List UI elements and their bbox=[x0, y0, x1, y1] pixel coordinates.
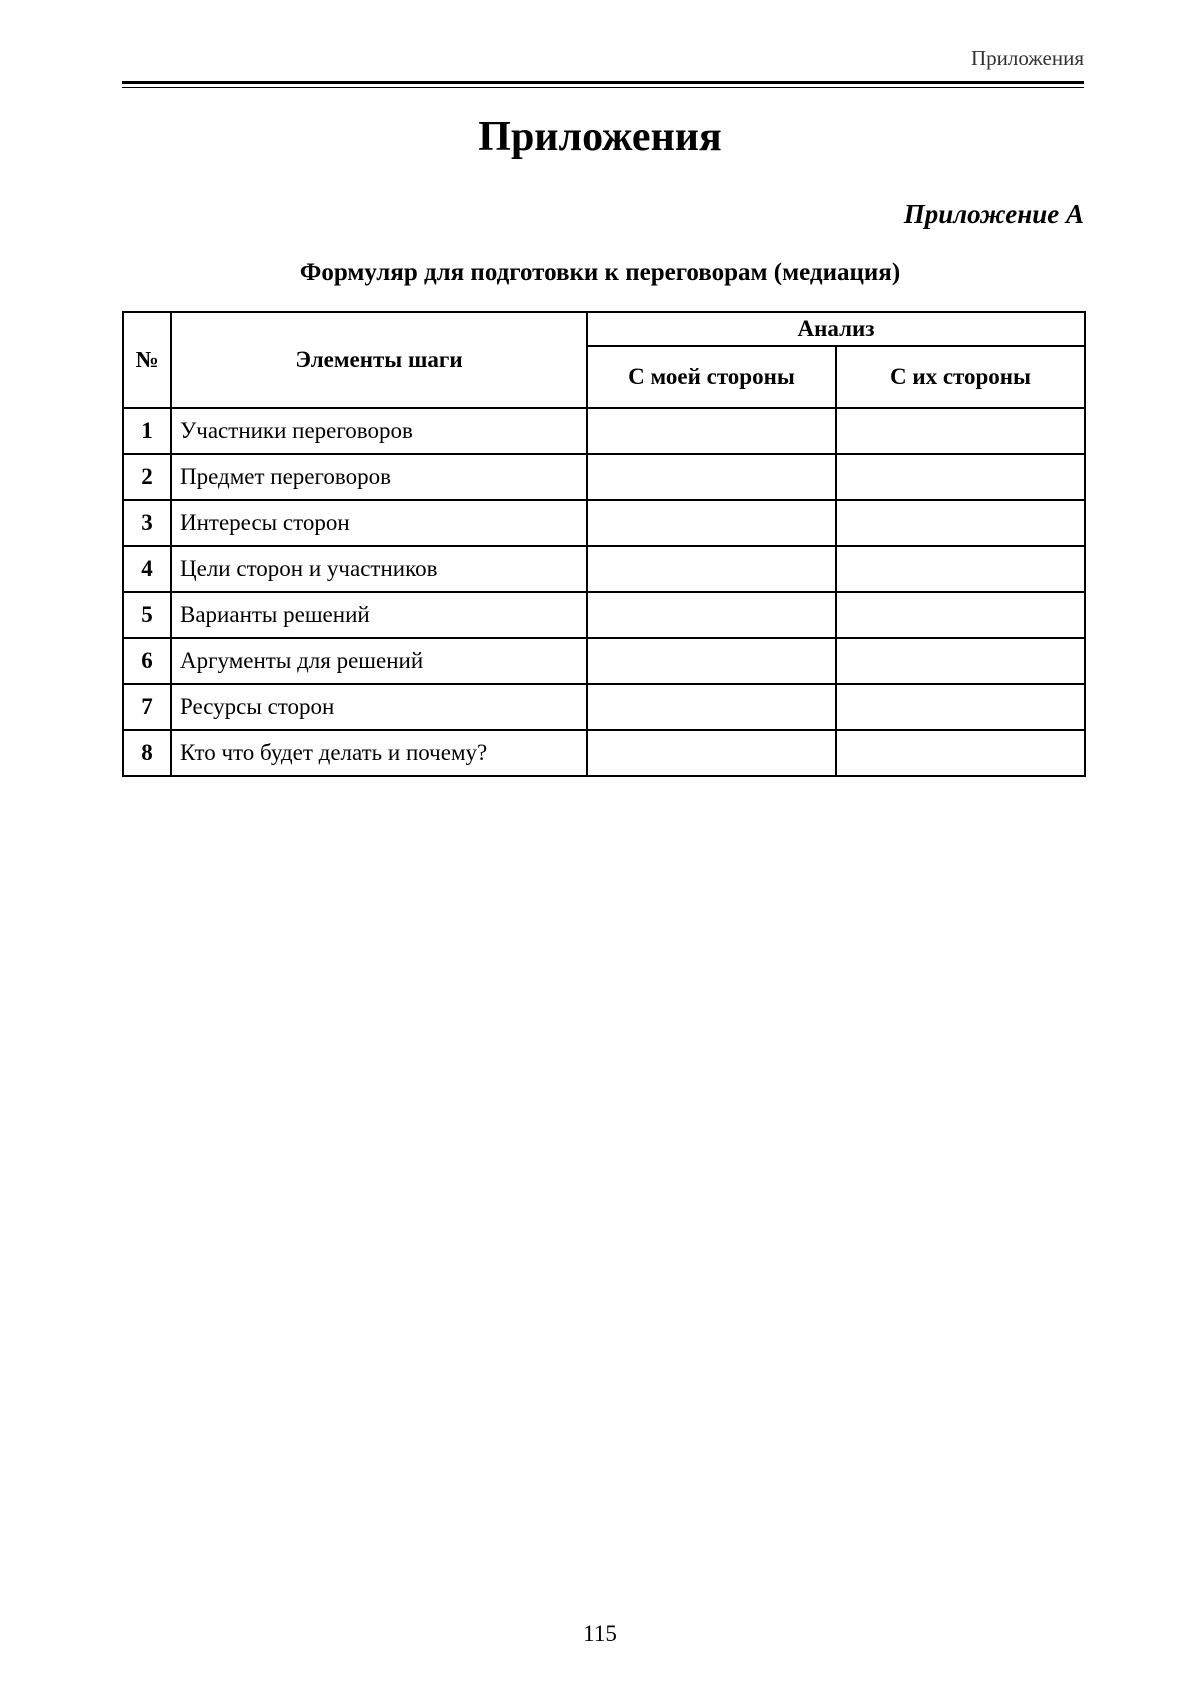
cell-theirs bbox=[836, 730, 1085, 776]
cell-mine bbox=[587, 684, 836, 730]
header-rule bbox=[122, 81, 1084, 84]
appendix-label: Приложение А bbox=[903, 199, 1084, 229]
cell-mine bbox=[587, 592, 836, 638]
table-row bbox=[123, 684, 1085, 730]
cell-theirs bbox=[836, 546, 1085, 592]
row-number: 4 bbox=[123, 546, 171, 592]
header-number: № bbox=[123, 312, 171, 408]
row-item: Интересы сторон bbox=[171, 500, 587, 546]
table-row bbox=[123, 592, 1085, 638]
cell-theirs bbox=[836, 592, 1085, 638]
header-mine: С моей стороны bbox=[587, 346, 836, 408]
table-row bbox=[123, 500, 1085, 546]
cell-mine bbox=[587, 408, 836, 454]
table-row bbox=[123, 454, 1085, 500]
row-item: Цели сторон и участников bbox=[171, 546, 587, 592]
cell-mine bbox=[587, 500, 836, 546]
cell-theirs bbox=[836, 684, 1085, 730]
header-theirs: С их стороны bbox=[836, 346, 1085, 408]
cell-theirs bbox=[836, 408, 1085, 454]
row-item: Варианты решений bbox=[171, 592, 587, 638]
row-number: 1 bbox=[123, 408, 171, 454]
cell-theirs bbox=[836, 454, 1085, 500]
running-header: Приложения bbox=[970, 46, 1084, 70]
row-number: 2 bbox=[123, 454, 171, 500]
row-number: 5 bbox=[123, 592, 171, 638]
row-item: Кто что будет делать и почему? bbox=[171, 730, 587, 776]
page-title: Приложения bbox=[478, 114, 722, 160]
table-row bbox=[123, 638, 1085, 684]
row-number: 3 bbox=[123, 500, 171, 546]
header-analysis: Анализ bbox=[587, 312, 1085, 346]
row-item: Участники переговоров bbox=[171, 408, 587, 454]
cell-mine bbox=[587, 638, 836, 684]
header-elements: Элементы шаги bbox=[171, 312, 587, 408]
cell-mine bbox=[587, 454, 836, 500]
cell-theirs bbox=[836, 500, 1085, 546]
row-number: 8 bbox=[123, 730, 171, 776]
table-row bbox=[123, 408, 1085, 454]
negotiation-form-table bbox=[122, 311, 1086, 777]
header-rule-thin bbox=[122, 87, 1084, 88]
form-title: Формуляр для подготовки к переговорам (медиация) bbox=[299, 259, 901, 286]
table-row bbox=[123, 730, 1085, 776]
page-number: 115 bbox=[583, 1621, 617, 1646]
row-number: 6 bbox=[123, 638, 171, 684]
row-item: Аргументы для решений bbox=[171, 638, 587, 684]
cell-theirs bbox=[836, 638, 1085, 684]
cell-mine bbox=[587, 546, 836, 592]
cell-mine bbox=[587, 730, 836, 776]
row-item: Предмет переговоров bbox=[171, 454, 587, 500]
table-row bbox=[123, 546, 1085, 592]
row-number: 7 bbox=[123, 684, 171, 730]
row-item: Ресурсы сторон bbox=[171, 684, 587, 730]
